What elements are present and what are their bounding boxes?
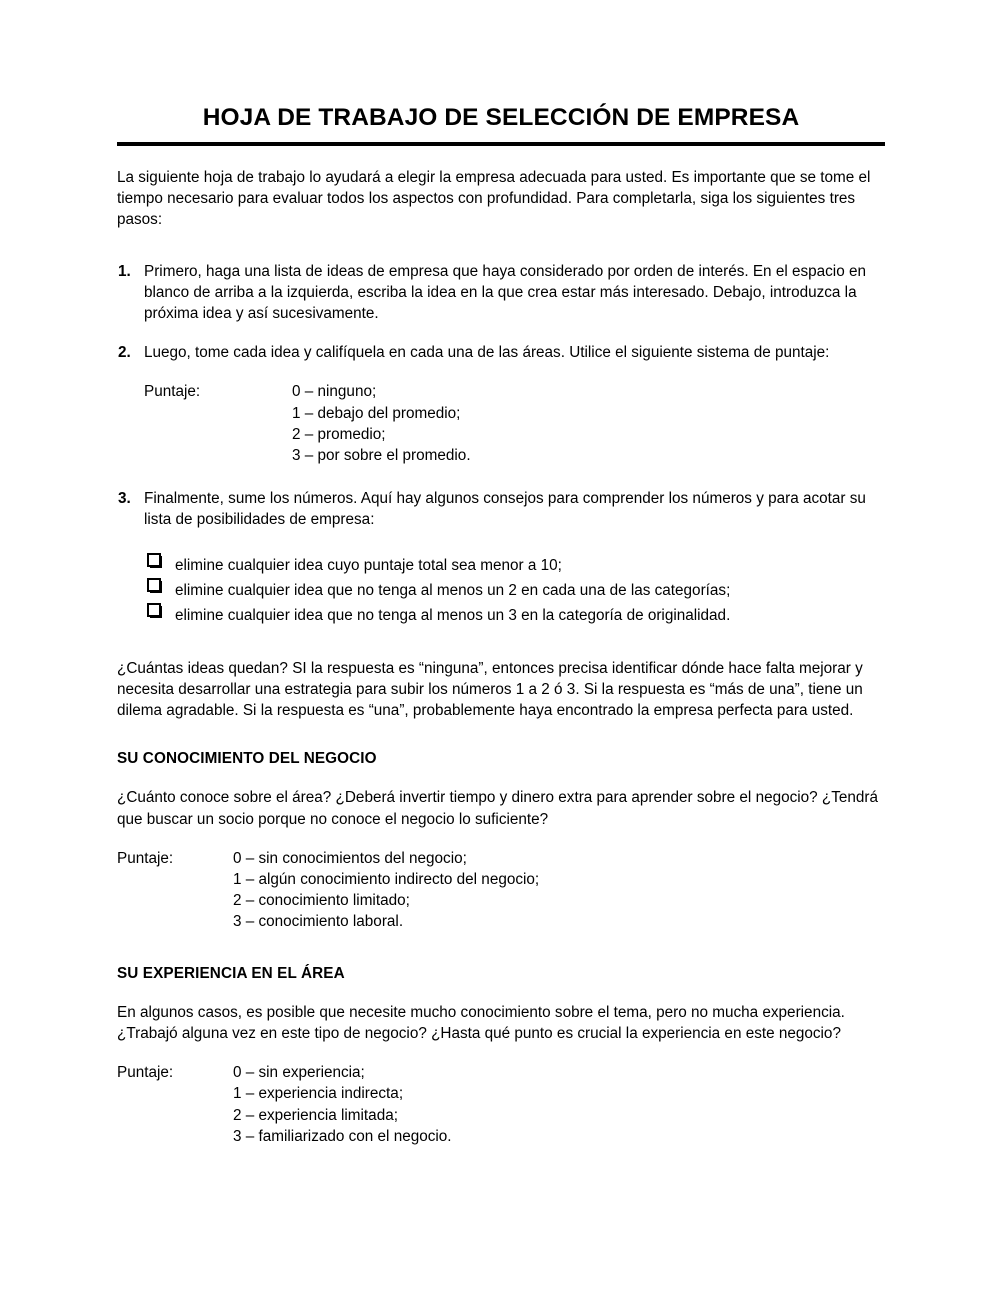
section-body-experiencia: En algunos casos, es posible que necesite mucho conocimiento sobre el tema, pero no mucha experiencia. ¿Trabajó alguna vez en este tipo de negocio? ¿Hasta qué punto es crucial la experiencia en este negocio? (117, 1003, 845, 1042)
section-heading-experiencia: SU EXPERIENCIA EN EL ÁREA (117, 964, 345, 982)
step-text-2: Luego, tome cada idea y califíquela en cada una de las áreas. Utilice el siguiente sistema de puntaje: (144, 344, 830, 362)
summary-paragraph: ¿Cuántas ideas quedan? SI la respuesta es “ninguna”, entonces precisa identificar dónde hace falta mejorar y necesita desarrollar una estrategia para subir los números 1 a 2 ó 3. Si la respuesta es “más de una”, tiene un dilema agradable. Si la respuesta es “una”, probablemente haya encontrado la empresa perfecta para usted. (117, 659, 863, 719)
step-item-1 (117, 261, 885, 325)
checklist-item (117, 578, 885, 603)
score-values-general (292, 381, 471, 466)
score-value-2: 2 – conocimiento limitado; (233, 892, 410, 910)
score-label-experiencia: Puntaje: (117, 1064, 174, 1082)
elimination-checklist (117, 553, 885, 628)
score-value-3: 3 – conocimiento laboral. (233, 913, 404, 931)
score-value-1: 1 – algún conocimiento indirecto del negocio; (233, 870, 540, 888)
score-block-conocimiento (117, 848, 885, 933)
intro-paragraph: La siguiente hoja de trabajo lo ayudará a elegir la empresa adecuada para usted. Es importante que se tome el tiempo necesario para evaluar todos los aspectos con profundidad. Para completarla, siga los siguientes tres pasos: (117, 168, 871, 229)
checkbox-icon (147, 603, 161, 617)
step-marker-3: 3. (118, 490, 131, 508)
score-label-conocimiento: Puntaje: (117, 849, 174, 867)
section-heading-conocimiento: SU CONOCIMIENTO DEL NEGOCIO (117, 750, 377, 768)
score-value-1: 1 – debajo del promedio; (292, 404, 461, 422)
score-value-3: 3 – familiarizado con el negocio. (233, 1127, 452, 1145)
steps-list (117, 261, 885, 531)
score-label-general: Puntaje: (144, 383, 201, 401)
score-block-general (117, 381, 885, 466)
step-text-1: Primero, haga una lista de ideas de empresa que haya considerado por orden de interés. En el espacio en blanco de arriba a la izquierda, escriba la idea en la que crea estar más interesado. Debajo, introduzca la próxima idea y así sucesivamente. (144, 262, 866, 322)
step-marker-2: 2. (118, 344, 131, 362)
document-content (117, 0, 885, 1147)
checklist-item-label: elimine cualquier idea cuyo puntaje total sea menor a 10; (175, 556, 562, 574)
score-value-3: 3 – por sobre el promedio. (292, 446, 471, 464)
section-body-conocimiento: ¿Cuánto conoce sobre el área? ¿Deberá invertir tiempo y dinero extra para aprender sobre el negocio? ¿Tendrá que buscar un socio porque no conoce el negocio lo suficiente? (117, 789, 879, 828)
score-value-2: 2 – promedio; (292, 425, 386, 443)
score-value-0: 0 – sin conocimientos del negocio; (233, 849, 467, 867)
checklist-item-label: elimine cualquier idea que no tenga al menos un 3 en la categoría de originalidad. (175, 606, 731, 624)
score-values-experiencia (233, 1062, 452, 1147)
page-title: HOJA DE TRABAJO DE SELECCIÓN DE EMPRESA (202, 104, 800, 131)
step-item-2 (117, 342, 885, 363)
score-block-experiencia (117, 1062, 885, 1147)
checklist-item (117, 603, 885, 628)
step-marker-1: 1. (118, 262, 131, 280)
score-value-0: 0 – sin experiencia; (233, 1064, 365, 1082)
step-item-3 (117, 488, 885, 530)
checklist-item-label: elimine cualquier idea que no tenga al menos un 2 en cada una de las categorías; (175, 581, 731, 599)
checkbox-icon (147, 578, 161, 592)
checkbox-icon (147, 553, 161, 567)
score-value-0: 0 – ninguno; (292, 383, 377, 401)
score-values-conocimiento (233, 848, 539, 933)
score-value-2: 2 – experiencia limitada; (233, 1106, 398, 1124)
checklist-item (117, 553, 885, 578)
score-value-1: 1 – experiencia indirecta; (233, 1085, 404, 1103)
title-divider (117, 142, 885, 146)
step-text-3: Finalmente, sume los números. Aquí hay algunos consejos para comprender los números y para acotar su lista de posibilidades de empresa: (144, 490, 866, 529)
